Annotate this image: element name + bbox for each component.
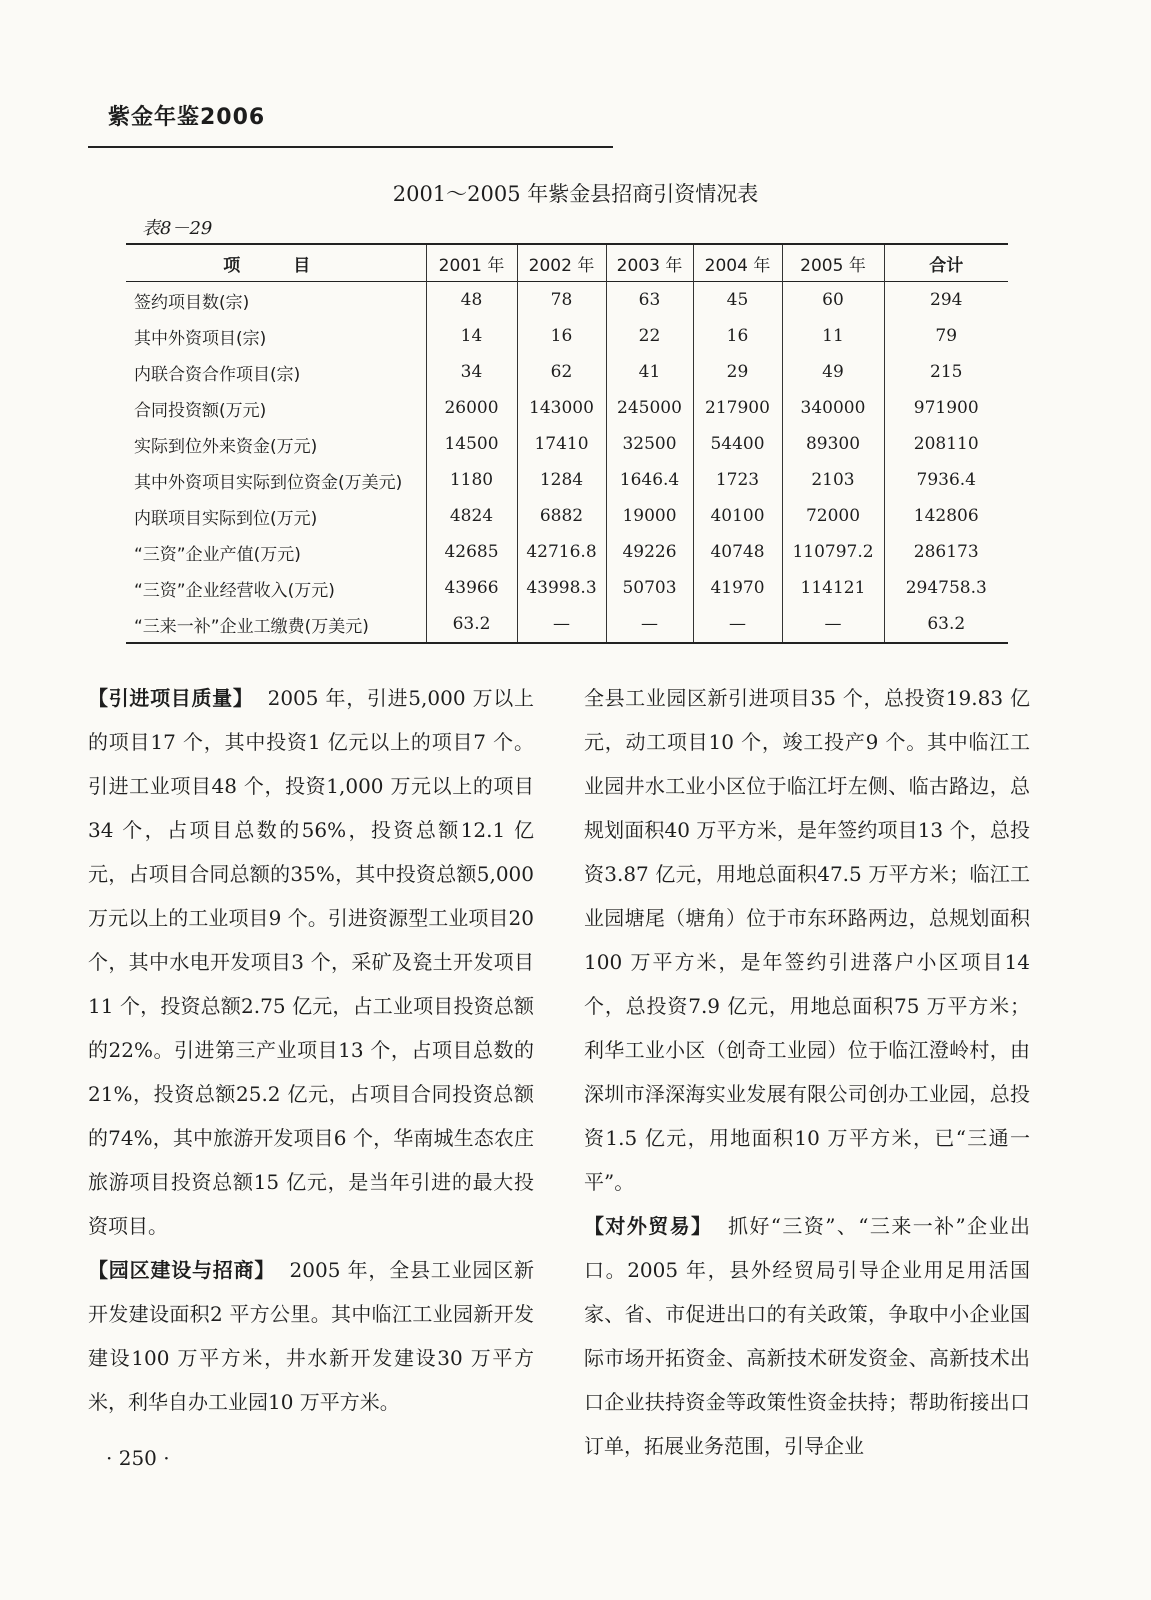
table-cell: — [782, 606, 884, 643]
section-heading-project-quality: 【引进项目质量】 [88, 686, 254, 710]
table-title: 2001～2005 年紫金县招商引资情况表 [392, 182, 759, 206]
table-header-row [126, 244, 1008, 282]
table-cell: 50703 [606, 570, 693, 606]
section-heading-foreign-trade: 【对外贸易】 [584, 1214, 713, 1238]
table-cell: 294 [884, 282, 1008, 319]
table-cell: 11 [782, 318, 884, 354]
table-cell: 49226 [606, 534, 693, 570]
table-cell: 286173 [884, 534, 1008, 570]
table-cell: 2103 [782, 462, 884, 498]
table-cell: 79 [884, 318, 1008, 354]
section-text-project-quality: 2005 年，引进5,000 万以上的项目17 个，其中投资1 亿元以上的项目7 个。引进工业项目48 个，投资1,000 万元以上的项目34 个，占项目总数的56%，投资总额12.1 亿元，占项目合同总额的35%，其中投资总额5,000 万元以上的工业项目9 个。引进资源型工业项目20 个，其中水电开发项目3 个，采矿及瓷土开发项目11 个，投资总额2.75 亿元，占工业项目投资总额的22%。引进第三产业项目13 个，占项目总数的21%，投资总额25.2 亿元，占项目合同投资总额的74%，其中旅游开发项目6 个，华南城生态农庄旅游项目投资总额15 亿元，是当年引进的最大投资项目。 [88, 686, 534, 1238]
table-cell: 17410 [517, 426, 606, 462]
table-cell: 45 [693, 282, 782, 319]
investment-table [126, 243, 1008, 644]
table-cell: 49 [782, 354, 884, 390]
table-cell: 42716.8 [517, 534, 606, 570]
column-header-2003: 2003 年 [606, 244, 693, 282]
running-header-title: 紫金年鉴2006 [108, 105, 266, 130]
table-row [126, 426, 1008, 462]
column-header-total: 合计 [884, 244, 1008, 282]
table-cell: 78 [517, 282, 606, 319]
paragraph-project-quality [88, 676, 534, 1248]
section-text-park-continued: 全县工业园区新引进项目35 个，总投资19.83 亿元，动工项目10 个，竣工投产9 个。其中临江工业园井水工业小区位于临江圩左侧、临古路边，总规划面积40 万平方米，是年签约项目13 个，总投资3.87 亿元，用地总面积47.5 万平方米；临江工业园塘尾（塘角）位于市东环路两边，总规划面积100 万平方米，是年签约引进落户小区项目14 个，总投资7.9 亿元，用地总面积75 万平方米；利华工业小区（创奇工业园）位于临江澄岭村，由深圳市泽深海实业发展有限公司创办工业园，总投资1.5 亿元，用地面积10 万平方米，已“三通一平”。 [584, 686, 1030, 1194]
table-cell: — [517, 606, 606, 643]
table-cell: 34 [426, 354, 517, 390]
table-cell: 63.2 [884, 606, 1008, 643]
row-label: 合同投资额(万元) [134, 400, 267, 421]
table-cell: 110797.2 [782, 534, 884, 570]
table-cell: 26000 [426, 390, 517, 426]
table-cell: 4824 [426, 498, 517, 534]
table-cell: 7936.4 [884, 462, 1008, 498]
table-cell: 41970 [693, 570, 782, 606]
table-row [126, 390, 1008, 426]
table-cell: — [606, 606, 693, 643]
table-cell: 245000 [606, 390, 693, 426]
paragraph-foreign-trade [584, 1204, 1030, 1468]
table-cell: 340000 [782, 390, 884, 426]
table-row [126, 354, 1008, 390]
table-cell: 1723 [693, 462, 782, 498]
right-column [584, 676, 1030, 1468]
table-cell: 14 [426, 318, 517, 354]
column-header-2001: 2001 年 [426, 244, 517, 282]
table-row [126, 318, 1008, 354]
row-label: 内联合资合作项目(宗) [134, 364, 301, 385]
table-row [126, 282, 1008, 319]
table-cell: 63 [606, 282, 693, 319]
table-cell: 63.2 [426, 606, 517, 643]
table-cell: 1646.4 [606, 462, 693, 498]
table-cell: 22 [606, 318, 693, 354]
table-number: 表8－29 [142, 218, 213, 239]
left-column [88, 676, 534, 1424]
row-label: 签约项目数(宗) [134, 292, 250, 313]
table-cell: 143000 [517, 390, 606, 426]
table-cell: 62 [517, 354, 606, 390]
table-row [126, 462, 1008, 498]
table-cell: 32500 [606, 426, 693, 462]
table-cell: 1180 [426, 462, 517, 498]
section-heading-park-construction: 【园区建设与招商】 [88, 1258, 276, 1282]
table-cell: 89300 [782, 426, 884, 462]
column-header-2005: 2005 年 [782, 244, 884, 282]
column-header-2002: 2002 年 [517, 244, 606, 282]
table-row [126, 606, 1008, 643]
table-row [126, 570, 1008, 606]
table-cell: 1284 [517, 462, 606, 498]
table-cell: 72000 [782, 498, 884, 534]
row-label: 内联项目实际到位(万元) [134, 508, 318, 529]
table-cell: 42685 [426, 534, 517, 570]
row-label: “三来一补”企业工缴费(万美元) [134, 616, 369, 637]
table-cell: 60 [782, 282, 884, 319]
table-cell: 29 [693, 354, 782, 390]
row-label: 实际到位外来资金(万元) [134, 436, 318, 457]
table-cell: 217900 [693, 390, 782, 426]
column-header-item: 项 目 [223, 255, 329, 276]
paragraph-park-construction [88, 1248, 534, 1424]
table-cell: 16 [693, 318, 782, 354]
row-label: 其中外资项目实际到位资金(万美元) [134, 472, 403, 493]
table-cell: 48 [426, 282, 517, 319]
table-cell: 40748 [693, 534, 782, 570]
page-number: · 250 · [106, 1446, 170, 1470]
table-cell: 294758.3 [884, 570, 1008, 606]
paragraph-park-continued [584, 676, 1030, 1204]
table-cell: 114121 [782, 570, 884, 606]
section-text-park-construction: 2005 年，全县工业园区新开发建设面积2 平方公里。其中临江工业园新开发建设100 万平方米，井水新开发建设30 万平方米，利华自办工业园10 万平方米。 [88, 1258, 535, 1414]
table-cell: — [693, 606, 782, 643]
column-header-2004: 2004 年 [693, 244, 782, 282]
table-cell: 16 [517, 318, 606, 354]
row-label: 其中外资项目(宗) [134, 328, 267, 349]
table-cell: 41 [606, 354, 693, 390]
table-row [126, 534, 1008, 570]
table-cell: 43966 [426, 570, 517, 606]
row-label: “三资”企业经营收入(万元) [134, 580, 335, 601]
table-cell: 208110 [884, 426, 1008, 462]
table-cell: 14500 [426, 426, 517, 462]
row-label: “三资”企业产值(万元) [134, 544, 301, 565]
table-cell: 40100 [693, 498, 782, 534]
section-text-foreign-trade: 抓好“三资”、“三来一补”企业出口。2005 年，县外经贸局引导企业用足用活国家、省、市促进出口的有关政策，争取中小企业国际市场开拓资金、高新技术研发资金、高新技术出口企业扶持资金等政策性资金扶持；帮助衔接出口订单，拓展业务范围，引导企业 [584, 1214, 1030, 1458]
table-cell: 215 [884, 354, 1008, 390]
table-cell: 19000 [606, 498, 693, 534]
table-row [126, 498, 1008, 534]
table-cell: 971900 [884, 390, 1008, 426]
header-rule [88, 146, 613, 148]
table-cell: 142806 [884, 498, 1008, 534]
table-cell: 54400 [693, 426, 782, 462]
table-cell: 43998.3 [517, 570, 606, 606]
table-cell: 6882 [517, 498, 606, 534]
